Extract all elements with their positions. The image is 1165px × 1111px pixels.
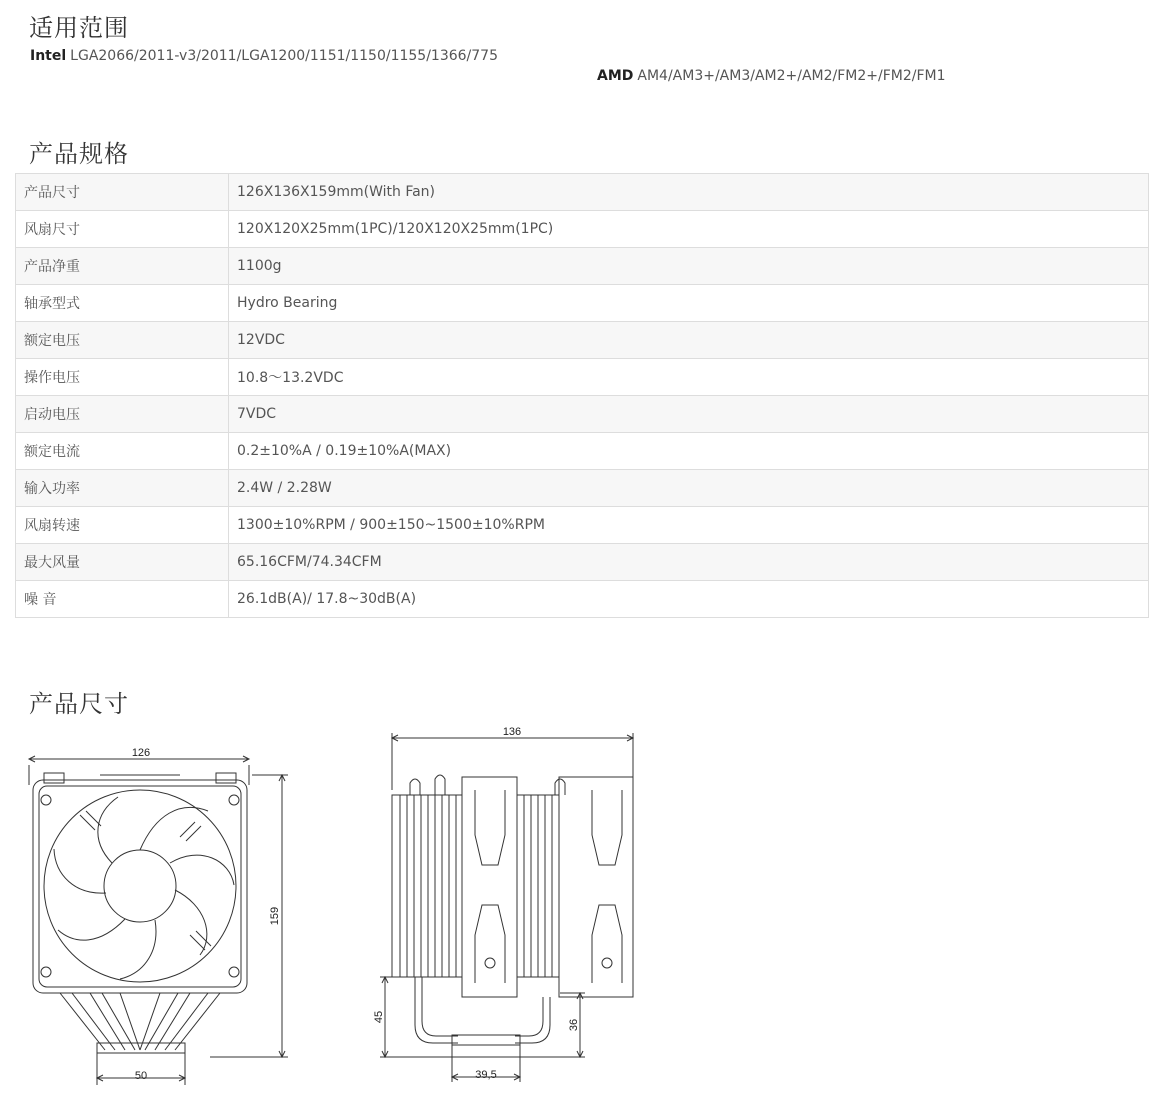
spec-label: 操作电压 <box>16 359 229 396</box>
side-base-label: 39,5 <box>475 1069 497 1081</box>
front-width-label: 126 <box>131 747 151 759</box>
amd-compat-line <box>597 68 946 84</box>
table-row <box>16 322 1149 359</box>
spec-table <box>15 173 1149 618</box>
spec-value: 2.4W / 2.28W <box>229 470 1149 507</box>
table-row <box>16 433 1149 470</box>
spec-label: 额定电压 <box>16 322 229 359</box>
spec-label: 启动电压 <box>16 396 229 433</box>
intel-sockets: LGA2066/2011-v3/2011/LGA1200/1151/1150/1155/1366/775 <box>70 48 498 64</box>
side-right-height-label: 36 <box>568 1018 580 1032</box>
front-base-label: 50 <box>134 1070 148 1082</box>
table-row <box>16 396 1149 433</box>
spec-value: 1300±10%RPM / 900±150~1500±10%RPM <box>229 507 1149 544</box>
spec-label: 最大风量 <box>16 544 229 581</box>
amd-brand: AMD <box>597 68 634 84</box>
side-left-height-label: 45 <box>373 1010 385 1024</box>
spec-value: 26.1dB(A)/ 17.8~30dB(A) <box>229 581 1149 618</box>
compatibility-title: 适用范围 <box>29 14 129 42</box>
intel-compat-line <box>30 48 498 64</box>
spec-value: 65.16CFM/74.34CFM <box>229 544 1149 581</box>
table-row <box>16 581 1149 618</box>
spec-value: 7VDC <box>229 396 1149 433</box>
table-row <box>16 248 1149 285</box>
spec-value: 12VDC <box>229 322 1149 359</box>
spec-value: 10.8～13.2VDC <box>229 359 1149 396</box>
table-row <box>16 359 1149 396</box>
spec-label: 产品尺寸 <box>16 174 229 211</box>
side-view-drawing <box>370 725 645 1090</box>
spec-label: 输入功率 <box>16 470 229 507</box>
table-row <box>16 285 1149 322</box>
table-row <box>16 174 1149 211</box>
table-row <box>16 211 1149 248</box>
spec-label: 额定电流 <box>16 433 229 470</box>
spec-value: 0.2±10%A / 0.19±10%A(MAX) <box>229 433 1149 470</box>
specs-title: 产品规格 <box>29 140 129 168</box>
spec-value: 126X136X159mm(With Fan) <box>229 174 1149 211</box>
spec-label: 轴承型式 <box>16 285 229 322</box>
table-row <box>16 507 1149 544</box>
spec-label: 风扇转速 <box>16 507 229 544</box>
side-width-label: 136 <box>502 726 522 738</box>
spec-label: 风扇尺寸 <box>16 211 229 248</box>
spec-value: Hydro Bearing <box>229 285 1149 322</box>
amd-sockets: AM4/AM3+/AM3/AM2+/AM2/FM2+/FM2/FM1 <box>637 68 946 84</box>
spec-value: 1100g <box>229 248 1149 285</box>
front-view-drawing <box>20 745 300 1090</box>
spec-label: 噪 音 <box>16 581 229 618</box>
table-row <box>16 544 1149 581</box>
front-height-label: 159 <box>269 906 281 926</box>
spec-label: 产品净重 <box>16 248 229 285</box>
table-row <box>16 470 1149 507</box>
intel-brand: Intel <box>30 48 67 64</box>
spec-value: 120X120X25mm(1PC)/120X120X25mm(1PC) <box>229 211 1149 248</box>
dimensions-title: 产品尺寸 <box>29 690 129 718</box>
